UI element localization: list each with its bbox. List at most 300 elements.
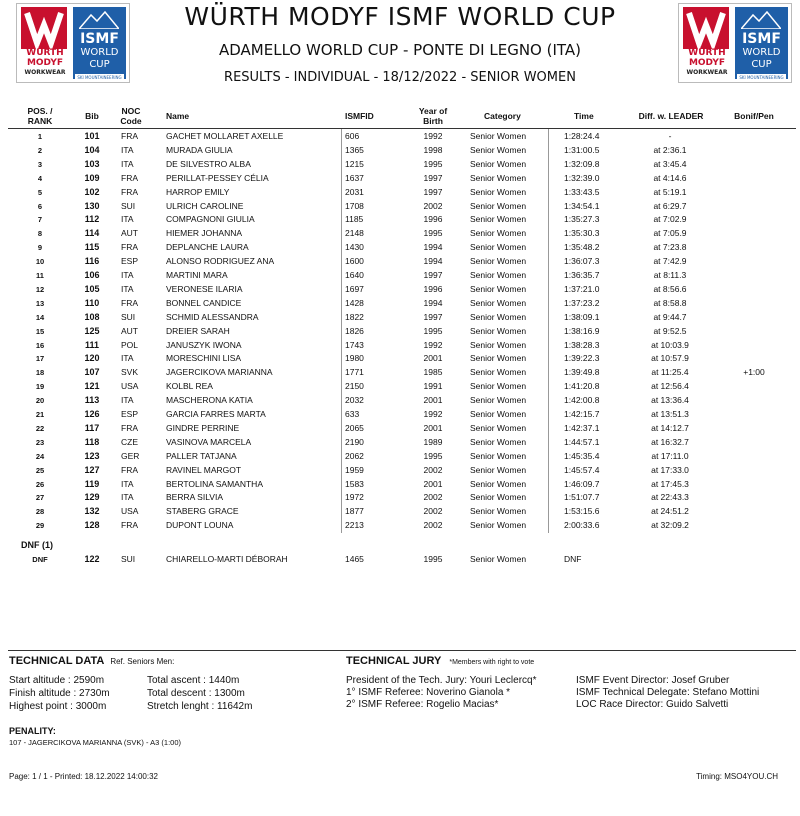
ismfid-cell: 1428 [345,297,364,308]
time-cell: 1:53:15.6 [564,506,600,517]
table-row [0,380,800,394]
name-cell: CHIARELLO-MARTI DÉBORAH [166,554,288,564]
ismfid-cell: 606 [345,131,360,141]
time-cell: 1:35:30.3 [564,228,600,239]
noc-cell: FRA [121,172,138,183]
noc-cell: ITA [121,158,134,169]
bib-cell: 109 [84,172,100,183]
bib-cell: 119 [84,478,100,489]
rank-cell: 25 [35,465,45,475]
time-cell: 1:46:09.7 [564,478,600,489]
time-cell: 1:39:49.8 [564,367,600,378]
bib-cell: 103 [84,158,100,169]
noc-cell: FRA [121,520,138,531]
time-cell: 1:35:27.3 [564,214,600,225]
technical-data-heading: TECHNICAL DATA [9,655,105,667]
wurth-line3: WORKWEAR [686,69,728,76]
bib-cell: 125 [84,325,100,336]
table-row [0,408,800,422]
ismfid-cell: 1640 [345,270,364,280]
yob-cell: 1992 [423,339,443,350]
name-cell: PALLER TATJANA [166,450,237,461]
diff-cell: at 12:56.4 [651,381,689,392]
category-cell: Senior Women [470,381,527,392]
yob-cell: 1996 [423,283,443,294]
diff-cell: at 17:11.0 [651,450,689,461]
time-cell: 1:38:09.1 [564,311,600,322]
ismfid-cell: 1600 [345,256,364,267]
noc-cell: SVK [121,367,139,378]
yob-cell: 1994 [423,256,443,267]
noc-cell: ESP [121,256,139,267]
time-cell: 1:28:24.4 [564,131,600,141]
yob-cell: 1985 [423,367,443,378]
technical-jury-title [346,655,534,667]
table-row [0,241,800,255]
rank-cell: 28 [35,507,45,517]
table-row [0,519,800,533]
table-row [0,255,800,269]
bib-cell: 127 [84,464,100,475]
bib-cell: 128 [84,520,100,531]
header-rule [8,128,796,129]
time-cell: 1:35:48.2 [564,242,600,253]
category-cell: Senior Women [470,131,527,141]
time-cell: 1:33:43.5 [564,186,600,197]
table-row [0,339,800,353]
noc-cell: AUT [121,228,138,239]
start-altitude: Start altitude : 2590m [9,675,105,686]
diff-cell: at 17:33.0 [651,464,689,475]
ismf-line1: ISMF [742,31,781,47]
noc-cell: USA [121,506,139,517]
name-cell: COMPAGNONI GIULIA [166,214,255,225]
time-cell: 1:36:35.7 [564,270,600,280]
rank-cell: 16 [35,340,45,350]
name-cell: BERTOLINA SAMANTHA [166,478,263,489]
ismfid-cell: 1708 [345,200,364,211]
rank-cell: 13 [35,298,45,308]
diff-cell: at 14:12.7 [651,422,689,433]
time-cell: 1:38:16.9 [564,325,600,336]
col-category-header: Category [484,111,521,121]
time-cell: 1:37:23.2 [564,297,600,308]
rank-cell: 22 [35,423,45,433]
noc-cell: ITA [121,144,134,155]
bib-cell: 108 [84,311,100,322]
noc-cell: AUT [121,325,138,336]
category-cell: Senior Women [470,228,527,239]
category-cell: Senior Women [470,409,527,419]
stretch-length: Stretch lenght : 11642m [147,701,253,712]
category-cell: Senior Women [470,186,527,197]
name-cell: HARROP EMILY [166,186,230,197]
rank-cell: 18 [35,368,45,378]
table-row [0,366,800,380]
name-cell: VERONESE ILARIA [166,283,243,294]
bib-cell: 102 [84,186,100,197]
table-row [0,394,800,408]
name-cell: MORESCHINI LISA [166,353,242,364]
table-row [0,269,800,283]
category-cell: Senior Women [470,214,527,225]
yob-cell: 2001 [423,422,443,433]
ismfid-cell: 1430 [345,242,364,253]
time-cell: 1:41:20.8 [564,381,600,392]
bib-cell: 123 [84,450,100,461]
bib-cell: 120 [84,353,100,364]
time-cell: 1:31:00.5 [564,144,600,155]
category-cell: Senior Women [470,256,527,267]
rank-cell: 14 [35,312,45,322]
diff-cell: at 16:32.7 [651,436,689,447]
time-cell: 1:36:07.3 [564,256,600,267]
noc-cell: ITA [121,214,134,225]
noc-cell: SUI [121,554,136,564]
name-cell: MURADA GIULIA [166,144,233,155]
page-info: Page: 1 / 1 - Printed: 18.12.2022 14:00:32 [9,772,158,781]
diff-cell: at 2:36.1 [653,144,687,155]
table-row [0,213,800,227]
noc-cell: ITA [121,353,134,364]
noc-cell: FRA [121,422,138,433]
bib-cell: 113 [84,395,100,406]
name-cell: HIEMER JOHANNA [166,228,243,239]
technical-jury-note: *Members with right to vote [449,659,535,666]
wurth-line2: MODYF [688,58,726,68]
diff-cell: at 13:51.3 [651,409,689,419]
rank-cell: 17 [35,354,45,364]
noc-cell: ITA [121,270,134,280]
rank-cell: 29 [35,521,45,531]
ismfid-cell: 1697 [345,283,364,294]
rank-cell: 12 [35,284,45,294]
ismfid-cell: 1365 [345,144,364,155]
bib-cell: 126 [84,409,100,419]
noc-cell: FRA [121,297,138,308]
yob-cell: 2001 [423,395,443,406]
noc-cell: SUI [121,311,136,322]
yob-cell: 1991 [423,381,443,392]
ismfid-cell: 2065 [345,422,364,433]
time-cell: 1:44:57.1 [564,436,600,447]
ismfid-cell: 2190 [345,436,364,447]
table-row [0,491,800,505]
bib-cell: 111 [84,339,100,350]
time-cell: 1:37:21.0 [564,283,600,294]
technical-data-ref: Ref. Seniors Men: [110,657,175,666]
ismfid-cell: 2213 [345,520,364,531]
bib-cell: 112 [84,214,100,225]
diff-cell: at 7:42.9 [653,256,687,267]
category-cell: Senior Women [470,311,527,322]
ismf-line2: WORLD CUP [742,47,781,70]
event-director: ISMF Event Director: Josef Gruber [576,675,730,686]
yob-cell: 1997 [423,270,443,280]
time-cell: 1:38:28.3 [564,339,600,350]
rank-cell: DNF [32,555,48,564]
time-cell: 1:34:54.1 [564,200,600,211]
diff-cell: at 7:02.9 [653,214,687,225]
rank-cell: 23 [35,437,45,447]
ismfid-cell: 1826 [345,325,364,336]
category-cell: Senior Women [470,242,527,253]
bib-cell: 130 [84,200,100,211]
category-cell: Senior Women [470,554,527,564]
name-cell: RAVINEL MARGOT [166,464,242,475]
bib-cell: 115 [84,242,100,253]
ismfid-cell: 1959 [345,464,364,475]
diff-cell: at 32:09.2 [651,520,689,531]
ismfid-cell: 1743 [345,339,364,350]
yob-cell: 1995 [423,554,443,564]
col-diff-header: Diff. w. LEADER [638,111,704,121]
category-cell: Senior Women [470,172,527,183]
col-noc-header: NOC Code [120,106,142,126]
diff-cell: at 8:11.3 [653,270,687,280]
noc-cell: ITA [121,395,134,406]
noc-cell: ESP [121,409,139,419]
yob-cell: 1989 [423,436,443,447]
name-cell: JANUSZYK IWONA [166,339,242,350]
loc-race-director: LOC Race Director: Guido Salvetti [576,699,729,710]
yob-cell: 1995 [423,158,443,169]
bib-cell: 116 [84,256,100,267]
name-cell: JAGERCIKOVA MARIANNA [166,367,273,378]
noc-cell: USA [121,381,139,392]
bib-cell: 105 [84,283,100,294]
diff-cell: at 6:29.7 [653,200,687,211]
timing-credit: Timing: MSO4YOU.CH [696,772,778,781]
diff-cell: at 17:45.3 [651,478,689,489]
time-cell: 1:42:00.8 [564,395,600,406]
name-cell: DEPLANCHE LAURA [166,242,249,253]
jury-referee-1: 1° ISMF Referee: Noverino Gianola * [346,687,511,698]
diff-cell: at 9:44.7 [653,311,687,322]
rank-cell: 24 [35,451,45,461]
rank-cell: 6 [37,201,43,211]
table-row [0,311,800,325]
ismfid-cell: 1877 [345,506,364,517]
page-title: WÜRTH MODYF ISMF WORLD CUP [184,2,616,31]
rank-cell: 5 [37,187,43,197]
diff-cell: at 3:45.4 [653,158,687,169]
yob-cell: 2001 [423,478,443,489]
category-cell: Senior Women [470,520,527,531]
category-cell: Senior Women [470,270,527,280]
diff-cell: at 7:23.8 [653,242,687,253]
table-row [0,283,800,297]
jury-president: President of the Tech. Jury: Youri Leclercq* [346,675,537,686]
ismfid-cell: 1185 [345,214,364,225]
time-cell: 1:51:07.7 [564,492,600,503]
name-cell: DREIER SARAH [166,325,230,336]
name-cell: STABERG GRACE [166,506,239,517]
bib-cell: 107 [84,367,100,378]
yob-cell: 1992 [423,131,443,141]
footer-rule [8,650,796,651]
rank-cell: 26 [35,479,45,489]
ismfid-cell: 1215 [345,158,364,169]
diff-cell: at 9:52.5 [653,325,687,336]
technical-jury-heading: TECHNICAL JURY [346,655,442,667]
time-cell: 1:45:57.4 [564,464,600,475]
noc-cell: FRA [121,242,138,253]
diff-cell: at 11:25.4 [651,367,689,378]
time-cell: 1:42:15.7 [564,409,600,419]
yob-cell: 1995 [423,228,443,239]
table-row [0,478,800,492]
category-cell: Senior Women [470,492,527,503]
col-name-header: Name [166,111,190,121]
bib-cell: 118 [84,436,100,447]
name-cell: SCHMID ALESSANDRA [166,311,259,322]
table-row [0,422,800,436]
yob-cell: 1996 [423,214,443,225]
rank-cell: 2 [37,145,43,155]
rank-cell: 7 [37,215,43,225]
category-cell: Senior Women [470,144,527,155]
diff-cell: at 8:56.6 [653,283,687,294]
name-cell: ULRICH CAROLINE [166,200,244,211]
yob-cell: 1995 [423,450,443,461]
yob-cell: 1997 [423,172,443,183]
category-cell: Senior Women [470,367,527,378]
ismfid-cell: 2031 [345,186,364,197]
ismf-line3: SKI MOUNTAINEERING [737,74,786,82]
bib-cell: 121 [84,381,100,392]
yob-cell: 1995 [423,325,443,336]
noc-cell: SUI [121,200,136,211]
diff-cell: at 7:05.9 [653,228,687,239]
penality-text: 107 - JAGERCIKOVA MARIANNA (SVK) - A3 (1:00) [9,738,181,747]
rank-cell: 20 [35,396,45,406]
yob-cell: 1997 [423,186,443,197]
bib-cell: 132 [84,506,100,517]
ismf-line3: SKI MOUNTAINEERING [75,74,124,82]
name-cell: DE SILVESTRO ALBA [166,158,251,169]
noc-cell: POL [121,339,139,350]
diff-cell: at 22:43.3 [651,492,689,503]
ismf-line2: WORLD CUP [80,47,119,70]
ismfid-cell: 1465 [345,554,364,564]
diff-cell: at 13:36.4 [651,395,689,406]
rank-cell: 1 [37,132,43,141]
table-row [0,436,800,450]
wurth-line1: WÜRTH [688,48,726,58]
dnf-row [0,553,800,567]
category-cell: Senior Women [470,283,527,294]
name-cell: ALONSO RODRIGUEZ ANA [166,256,275,267]
category-cell: Senior Women [470,158,527,169]
bib-cell: 104 [84,144,100,155]
rank-cell: 10 [35,257,45,267]
noc-cell: ITA [121,478,134,489]
noc-cell: FRA [121,131,138,141]
penality-title: PENALITY: [9,726,56,736]
noc-cell: CZE [121,436,138,447]
wurth-line3: WORKWEAR [24,69,66,76]
rank-cell: 9 [37,243,43,253]
diff-cell: at 4:14.6 [653,172,687,183]
rank-cell: 19 [35,382,45,392]
rank-cell: 27 [35,493,45,503]
table-row [0,464,800,478]
table-row [0,186,800,200]
ismfid-cell: 2148 [345,228,364,239]
wurth-line2: MODYF [26,58,64,68]
category-cell: Senior Women [470,478,527,489]
rank-cell: 11 [36,271,44,280]
diff-cell: at 5:19.1 [653,186,687,197]
rank-cell: 8 [37,229,43,239]
time-cell: DNF [564,554,582,564]
yob-cell: 2001 [423,353,443,364]
technical-delegate: ISMF Technical Delegate: Stefano Mottini [576,687,760,698]
category-cell: Senior Women [470,353,527,364]
bonif-pen-cell: +1:00 [743,367,765,378]
ismfid-cell: 1980 [345,353,364,364]
noc-cell: GER [121,450,140,461]
time-cell: 1:32:09.8 [564,158,600,169]
name-cell: GARCIA FARRES MARTA [166,409,266,419]
category-cell: Senior Women [470,339,527,350]
table-row [0,172,800,186]
results-line: RESULTS - INDIVIDUAL - 18/12/2022 - SENIOR WOMEN [224,70,576,85]
ismfid-cell: 1822 [345,311,364,322]
jury-referee-2: 2° ISMF Referee: Rogelio Macias* [346,699,499,710]
bib-cell: 117 [84,422,100,433]
time-cell: 1:45:35.4 [564,450,600,461]
rank-cell: 15 [35,326,45,336]
yob-cell: 1997 [423,311,443,322]
noc-cell: ITA [121,283,134,294]
col-ismfid-header: ISMFID [345,111,374,121]
name-cell: MASCHERONA KATIA [166,395,253,406]
time-cell: 1:39:22.3 [564,353,600,364]
diff-cell: at 10:57.9 [651,353,689,364]
ismfid-cell: 633 [345,409,360,419]
table-row [0,158,800,172]
table-row [0,144,800,158]
category-cell: Senior Women [470,325,527,336]
table-row [0,352,800,366]
noc-cell: FRA [121,464,138,475]
noc-cell: ITA [121,492,134,503]
category-cell: Senior Women [470,395,527,406]
rank-cell: 21 [35,410,45,419]
table-row [0,200,800,214]
diff-cell: at 24:51.2 [651,506,689,517]
time-cell: 2:00:33.6 [564,520,600,531]
yob-cell: 2002 [423,506,443,517]
ismfid-cell: 1637 [345,172,364,183]
diff-cell: at 10:03.9 [651,339,689,350]
noc-cell: FRA [121,186,138,197]
yob-cell: 1994 [423,297,443,308]
category-cell: Senior Women [470,436,527,447]
yob-cell: 2002 [423,200,443,211]
name-cell: VASINOVA MARCELA [166,436,252,447]
total-descent: Total descent : 1300m [147,688,245,699]
event-subtitle: ADAMELLO WORLD CUP - PONTE DI LEGNO (ITA) [218,41,582,59]
ismfid-cell: 2062 [345,450,364,461]
category-cell: Senior Women [470,297,527,308]
total-ascent: Total ascent : 1440m [147,675,240,686]
ismfid-cell: 1771 [345,367,364,378]
name-cell: GINDRE PERRINE [166,422,240,433]
yob-cell: 1994 [423,242,443,253]
